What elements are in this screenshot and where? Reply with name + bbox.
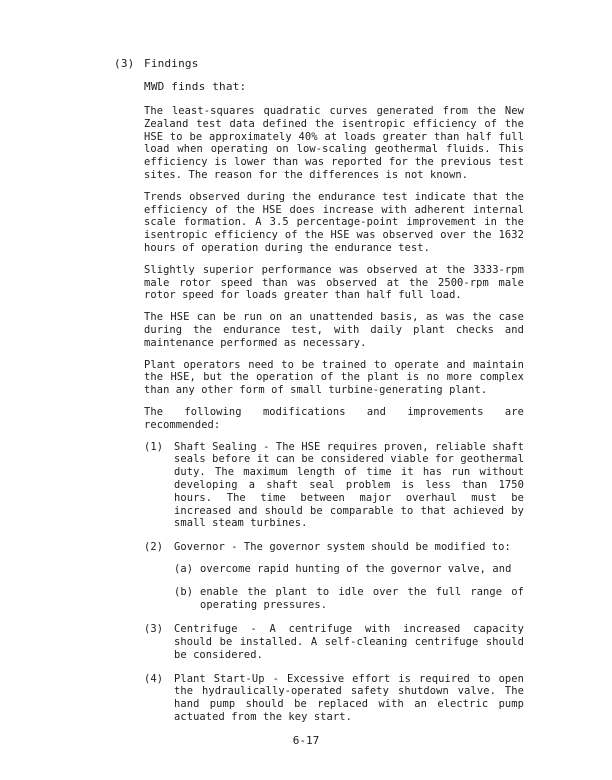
recommendation-text: Plant Start-Up - Excessive effort is required to open the hydraulically-operated safety shutdown valve. The hand pump should be replaced with an electric pump actuated from the key start.: [174, 672, 524, 724]
paragraph-endurance-trends: Trends observed during the endurance test indicate that the efficiency of the HSE does increase with adherent internal scale formation. A 3.5 percentage-point improvement in the isentropic efficiency of the HSE was observed over the 1632 hours of operation during the endurance test.: [144, 190, 524, 254]
recommendation-shaft-sealing: [144, 441, 524, 531]
governor-subitem-a: [174, 563, 524, 576]
subitem-text: overcome rapid hunting of the governor valve, and: [200, 562, 512, 575]
list-marker: (3): [144, 623, 164, 636]
paragraph-recommendations-intro: The following modifications and improvements are recommended:: [144, 405, 524, 431]
page-number: 6-17: [292, 734, 320, 747]
subitem-text: enable the plant to idle over the full range of operating pressures.: [200, 585, 524, 611]
section-title: Findings: [144, 57, 199, 70]
governor-subitem-b: [174, 586, 524, 612]
recommendation-plant-start-up: [144, 673, 524, 724]
paragraph-rotor-speed: Slightly superior performance was observed at the 3333-rpm male rotor speed than was observed at the 2500-rpm male rotor speed for loads greater than half full load.: [144, 263, 524, 302]
recommendation-governor: [144, 541, 524, 554]
list-marker: (4): [144, 672, 164, 685]
section-heading: [114, 57, 199, 70]
intro-line: MWD finds that:: [144, 80, 247, 93]
section-number: (3): [114, 57, 135, 70]
recommendation-centrifuge: [144, 623, 524, 661]
recommendation-text: Centrifuge - A centrifuge with increased capacity should be installed. A self-cleaning centrifuge should be considered.: [174, 623, 524, 661]
list-marker: (a): [174, 562, 194, 575]
recommendation-text: Governor - The governor system should be modified to:: [174, 541, 511, 554]
list-marker: (2): [144, 541, 164, 554]
list-marker: (b): [174, 585, 194, 598]
paragraph-efficiency: The least-squares quadratic curves generated from the New Zealand test data defined the isentropic efficiency of the HSE to be approximately 40% at loads greater than half full load when operating on low-scaling geothermal fluids. This efficiency is lower than was reported for the previous test sites. The reason for the differences is not known.: [144, 105, 524, 181]
findings-body: [144, 105, 524, 735]
list-marker: (1): [144, 440, 164, 453]
paragraph-unattended: The HSE can be run on an unattended basis, as was the case during the endurance test, with daily plant checks and maintenance performed as necessary.: [144, 311, 524, 349]
paragraph-operators: Plant operators need to be trained to operate and maintain the HSE, but the operation of the plant is no more complex than any other form of small turbine-generating plant.: [144, 358, 524, 397]
recommendation-text: Shaft Sealing - The HSE requires proven, reliable shaft seals before it can be considered viable for geothermal duty. The maximum length of time it has run without developing a shaft seal problem is less than 1750 hours. The time between major overhaul must be increased and should be comparable to that achieved by small steam turbines.: [174, 440, 524, 530]
